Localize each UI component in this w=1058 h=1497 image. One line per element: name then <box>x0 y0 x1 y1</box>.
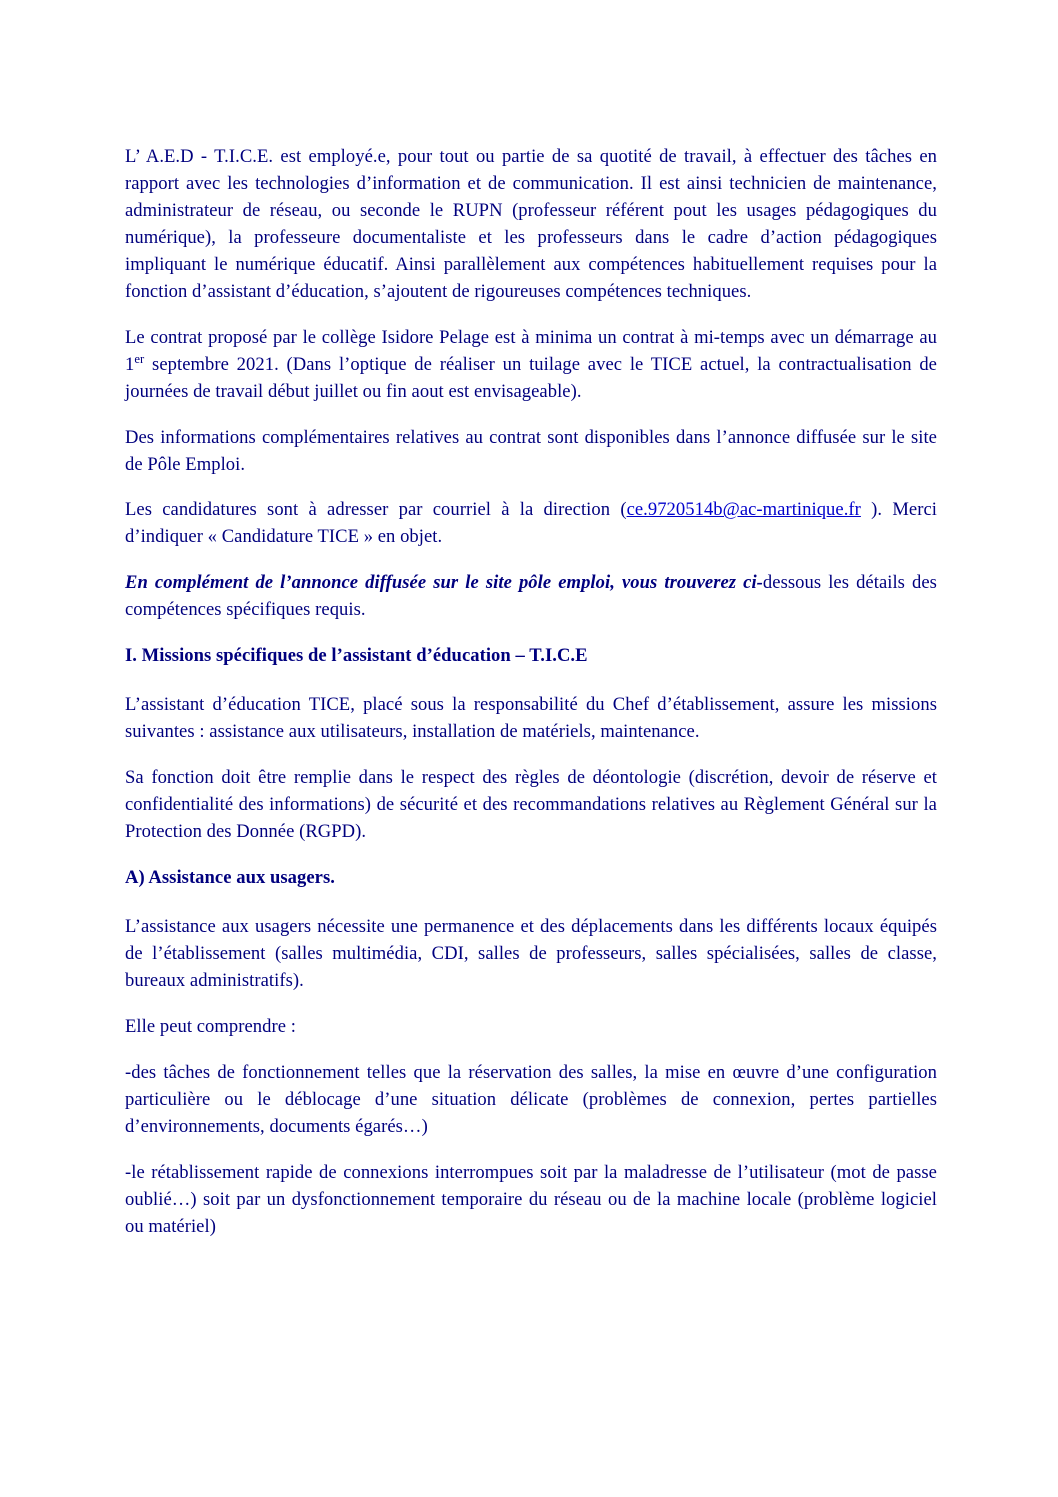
application-text-after-email: ). Merci d’indiquer « Candidature TICE » en objet. <box>125 499 937 548</box>
ordinal-suffix: er <box>134 351 145 366</box>
paragraph-deontology: Sa fonction doit être remplie dans le respect des règles de déontologie (discrétion, devoir de réserve et confidentialité des informations) de sécurité et des recommandations relatives au Règlement Général sur la Protection des Donnée (RGPD). <box>125 767 937 843</box>
paragraph-complement-note <box>125 570 937 624</box>
contract-text-after-sup: septembre 2021. (Dans l’optique de réaliser un tuilage avec le TICE actuel, la contractualisation de journées de travail début juillet ou fin aout est envisageable). <box>125 353 937 402</box>
section-heading-missions: I. Missions spécifiques de l’assistant d’éducation – T.I.C.E <box>125 645 588 667</box>
paragraph-list-intro: Elle peut comprendre : <box>125 1015 296 1037</box>
document-body <box>125 144 937 1241</box>
application-text-before-email: Les candidatures sont à adresser par courriel à la direction ( <box>125 499 627 521</box>
contact-email-link[interactable]: ce.9720514b@ac-martinique.fr <box>626 499 861 521</box>
complement-note-rest: dessous les détails des compétences spécifiques requis. <box>125 572 937 621</box>
subsection-heading-assistance: A) Assistance aux usagers. <box>125 867 335 889</box>
paragraph-contract-terms <box>125 325 937 406</box>
paragraph-missions-summary: L’assistant d’éducation TICE, placé sous la responsabilité du Chef d’établissement, assure les missions suivantes : assistance aux utilisateurs, installation de matériels, maintenance. <box>125 694 937 743</box>
paragraph-pole-emploi-info: Des informations complémentaires relatives au contrat sont disponibles dans l’annonce diffusée sur le site de Pôle Emploi. <box>125 426 937 475</box>
paragraph-task-connection-recovery: -le rétablissement rapide de connexions interrompues soit par la maladresse de l’utilisateur (mot de passe oublié…) soit par un dysfonctionnement temporaire du réseau ou de la machine locale (problème logiciel ou matériel) <box>125 1161 937 1237</box>
paragraph-application-instructions <box>125 497 937 551</box>
paragraph-task-operations: -des tâches de fonctionnement telles que la réservation des salles, la mise en œuvre d’une configuration particulière ou le déblocage d’une situation délicate (problèmes de connexion, pertes partielles d’environnements, documents égarés…) <box>125 1061 937 1137</box>
complement-note-emphasis: En complément de l’annonce diffusée sur le site pôle emploi, vous trouverez ci- <box>125 572 763 594</box>
paragraph-role-description: L’ A.E.D - T.I.C.E. est employé.e, pour tout ou partie de sa quotité de travail, à effectuer des tâches en rapport avec les technologies d’information et de communication. Il est ainsi technicien de maintenance, administrateur de réseau, ou seconde le RUPN (professeur référent pout les usages pédagogiques du numérique), la professeure documentaliste et les professeurs dans le cadre d’action pédagogiques impliquant le numérique éducatif. Ainsi parallèlement aux compétences habituellement requises pour la fonction d’assistant d’éducation, s’ajoutent de rigoureuses compétences techniques. <box>125 146 937 302</box>
paragraph-assistance-locations: L’assistance aux usagers nécessite une permanence et des déplacements dans les différents locaux équipés de l’établissement (salles multimédia, CDI, salles de professeurs, salles spécialisées, salles de classe, bureaux administratifs). <box>125 915 937 991</box>
contract-text-before-sup: Le contrat proposé par le collège Isidore Pelage est à minima un contrat à mi-temps avec un démarrage au 1 <box>125 326 937 375</box>
